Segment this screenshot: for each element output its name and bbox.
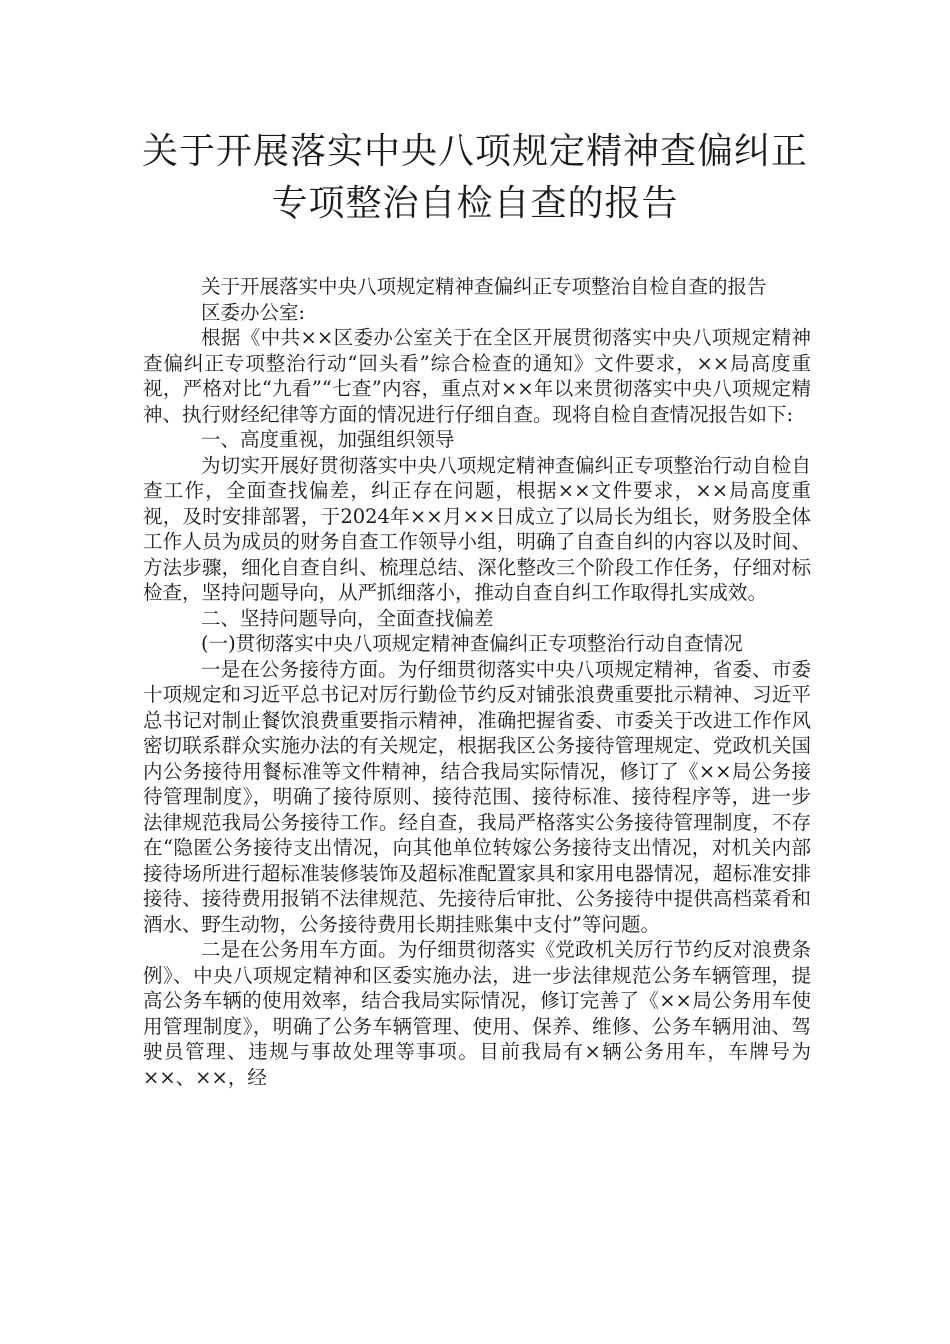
document-title <box>0 126 950 230</box>
reception-paragraph: 一是在公务接待方面。为仔细贯彻落实中央八项规定精神，省委、市委十项规定和习近平总书记对厉行勤俭节约反对铺张浪费重要批示精神、习近平总书记对制止餐饮浪费重要指示精神，准确把握省委、市委关于改进工作作风密切联系群众实施办法的有关规定，根据我区公务接待管理规定、党政机关国内公务接待用餐标准等文件精神，结合我局实际情况，修订了《××局公务接待管理制度》，明确了接待原则、接待范围、接待标准、接待程序等，进一步法律规范我局公务接待工作。经自查，我局严格落实公务接待管理制度，不存在“隐匿公务接待支出情况，向其他单位转嫁公务接待支出情况，对机关内部接待场所进行超标准装修装饰及超标准配置家具和家用电器情况，超标准安排接待、接待费用报销不法律规范、先接待后审批、公务接待中提供高档菜肴和酒水、野生动物，公务接待费用长期挂账集中支付”等问题。 <box>143 657 811 936</box>
vehicle-paragraph: 二是在公务用车方面。为仔细贯彻落实《党政机关厉行节约反对浪费条例》、中央八项规定精神和区委实施办法，进一步法律规范公务车辆管理，提高公务车辆的使用效率，结合我局实际情况，修订完善了《××局公务用车使用管理制度》，明确了公务车辆管理、使用、保养、维修、公务车辆用油、驾驶员管理、违规与事故处理等事项。目前我局有×辆公务用车，车牌号为××、××，经 <box>143 938 811 1089</box>
document-body <box>143 274 811 1090</box>
intro-paragraph: 根据《中共××区委办公室关于在全区开展贯彻落实中央八项规定精神查偏纠正专项整治行动“回头看”综合检查的通知》文件要求，××局高度重视，严格对比“九看”“七查”内容，重点对××年以来贯彻落实中央八项规定精神、执行财经纪律等方面的情况进行仔细自查。现将自检自查情况报告如下: <box>143 326 811 426</box>
title-line-2: 专项整治自检自查的报告 <box>271 183 679 224</box>
section-1-paragraph: 为切实开展好贯彻落实中央八项规定精神查偏纠正专项整治行动自检自查工作，全面查找偏差，纠正存在问题，根据××文件要求，××局高度重视，及时安排部署，于2024年××月××日成立了以局长为组长，财务股全体工作人员为成员的财务自查工作领导小组，明确了自查自纠的内容以及时间、方法步骤，细化自查自纠、梳理总结、深化整改三个阶段工作任务，仔细对标检查，坚持问题导向，从严抓细落小，推动自查自纠工作取得扎实成效。 <box>143 453 811 604</box>
addressee: 区委办公室: <box>201 300 306 324</box>
subject-line: 关于开展落实中央八项规定精神查偏纠正专项整治自检自查的报告 <box>201 275 767 298</box>
section-heading-2: 二、坚持问题导向，全面查找偏差 <box>201 606 494 630</box>
subsection-heading-1: (一)贯彻落实中央八项规定精神查偏纠正专项整治行动自查情况 <box>201 632 743 655</box>
section-heading-1: 一、高度重视，加强组织领导 <box>201 428 455 451</box>
title-line-1: 关于开展落实中央八项规定精神查偏纠正 <box>141 131 808 172</box>
